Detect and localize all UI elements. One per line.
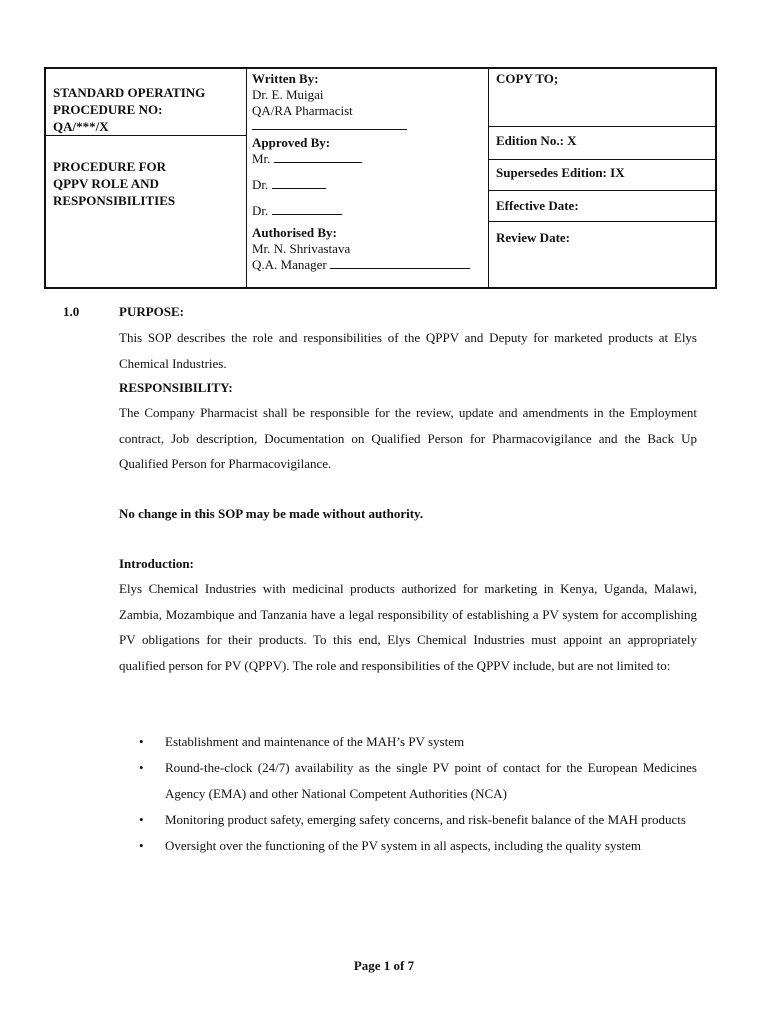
sop-title-column [46, 69, 247, 287]
approver-2-title: Dr. [252, 177, 269, 192]
written-by-role: QA/RA Pharmacist [252, 103, 353, 118]
introduction-heading: Introduction: [119, 556, 194, 571]
effective-date-label: Effective Date: [496, 198, 579, 213]
purpose-heading: PURPOSE: [119, 304, 184, 319]
sop-number-line-2: PROCEDURE NO: [53, 102, 163, 117]
procedure-title-line-2: QPPV ROLE AND [53, 176, 159, 191]
list-item-text: Establishment and maintenance of the MAH’s PV system [165, 734, 465, 749]
bullet-icon: • [139, 734, 144, 749]
authorised-by-name: Mr. N. Shrivastava [252, 241, 351, 256]
document-control-column [488, 69, 715, 287]
approver-1-title: Mr. [252, 151, 271, 166]
signatories-column [246, 69, 489, 287]
list-item-text: Oversight over the functioning of the PV system in all aspects, including the quality system [165, 838, 641, 853]
bullet-icon: • [139, 760, 144, 775]
list-item [119, 833, 697, 859]
authorised-by-label: Authorised By: [252, 225, 337, 240]
edition-no-label: Edition No.: X [496, 133, 577, 148]
list-item-text: Round-the-clock (24/7) availability as the single PV point of contact for the European Medicines Agency (EMA) and other National Competent Authorities (NCA) [165, 760, 697, 801]
approver-3-row [252, 203, 484, 219]
no-change-note: No change in this SOP may be made without authority. [119, 506, 424, 521]
supersedes-cell [488, 160, 715, 191]
edition-no-cell [488, 127, 715, 160]
authorised-by-role: Q.A. Manager [252, 257, 327, 272]
approver-3-title: Dr. [252, 203, 269, 218]
list-item [119, 807, 697, 833]
approver-2-row [252, 177, 484, 193]
written-by-signature-line [252, 119, 407, 130]
copy-to-cell [488, 69, 715, 127]
list-item [119, 755, 697, 807]
bullet-icon: • [139, 838, 144, 853]
responsibility-paragraph: The Company Pharmacist shall be responsible for the review, update and amendments in the Employment contract, Job description, Documentation on Qualified Person for Pharmacovigilance and the Back Up Qualified Person for Pharmacovigilance. [119, 405, 697, 471]
sop-number-line-1: STANDARD OPERATING [53, 85, 206, 100]
approver-3-signature-line [272, 203, 342, 215]
procedure-title-line-1: PROCEDURE FOR [53, 159, 167, 174]
procedure-title-cell [46, 136, 246, 287]
purpose-paragraph: This SOP describes the role and responsibilities of the QPPV and Deputy for marketed products at Elys Chemical Industries. [119, 330, 697, 371]
sop-number-cell [46, 69, 246, 136]
written-by-label: Written By: [252, 71, 319, 86]
authorised-by-signature-line [330, 257, 470, 269]
section-number: 1.0 [63, 304, 80, 319]
approver-1-row [252, 151, 484, 167]
written-by-name: Dr. E. Muigai [252, 87, 324, 102]
page-number-footer: Page 1 of 7 [353, 958, 415, 973]
approved-by-label: Approved By: [252, 135, 331, 150]
list-item-text: Monitoring product safety, emerging safety concerns, and risk-benefit balance of the MAH products [165, 812, 686, 827]
approver-2-signature-line [272, 177, 326, 189]
effective-date-cell [488, 191, 715, 222]
review-date-label: Review Date: [496, 230, 570, 245]
sop-header-table [44, 67, 717, 289]
approver-1-signature-line [274, 151, 362, 163]
sop-number-line-3: QA/***/X [53, 119, 109, 134]
qppv-responsibilities-list [119, 729, 697, 859]
responsibility-heading: RESPONSIBILITY: [119, 380, 233, 395]
copy-to-label: COPY TO; [496, 71, 559, 86]
authorised-by-row [252, 257, 484, 273]
list-item [119, 729, 697, 755]
bullet-icon: • [139, 812, 144, 827]
introduction-paragraph: Elys Chemical Industries with medicinal products authorized for marketing in Kenya, Uganda, Malawi, Zambia, Mozambique and Tanzania have a legal responsibility of establishing a PV system for accomplishing PV obligations for their products. To this end, Elys Chemical Industries must appoint an appropriately qualified person for PV (QPPV). The role and responsibilities of the QPPV include, but are not limited to: [119, 581, 697, 673]
supersedes-label: Supersedes Edition: IX [496, 165, 625, 180]
procedure-title-line-3: RESPONSIBILITIES [53, 193, 176, 208]
review-date-cell [488, 222, 715, 287]
